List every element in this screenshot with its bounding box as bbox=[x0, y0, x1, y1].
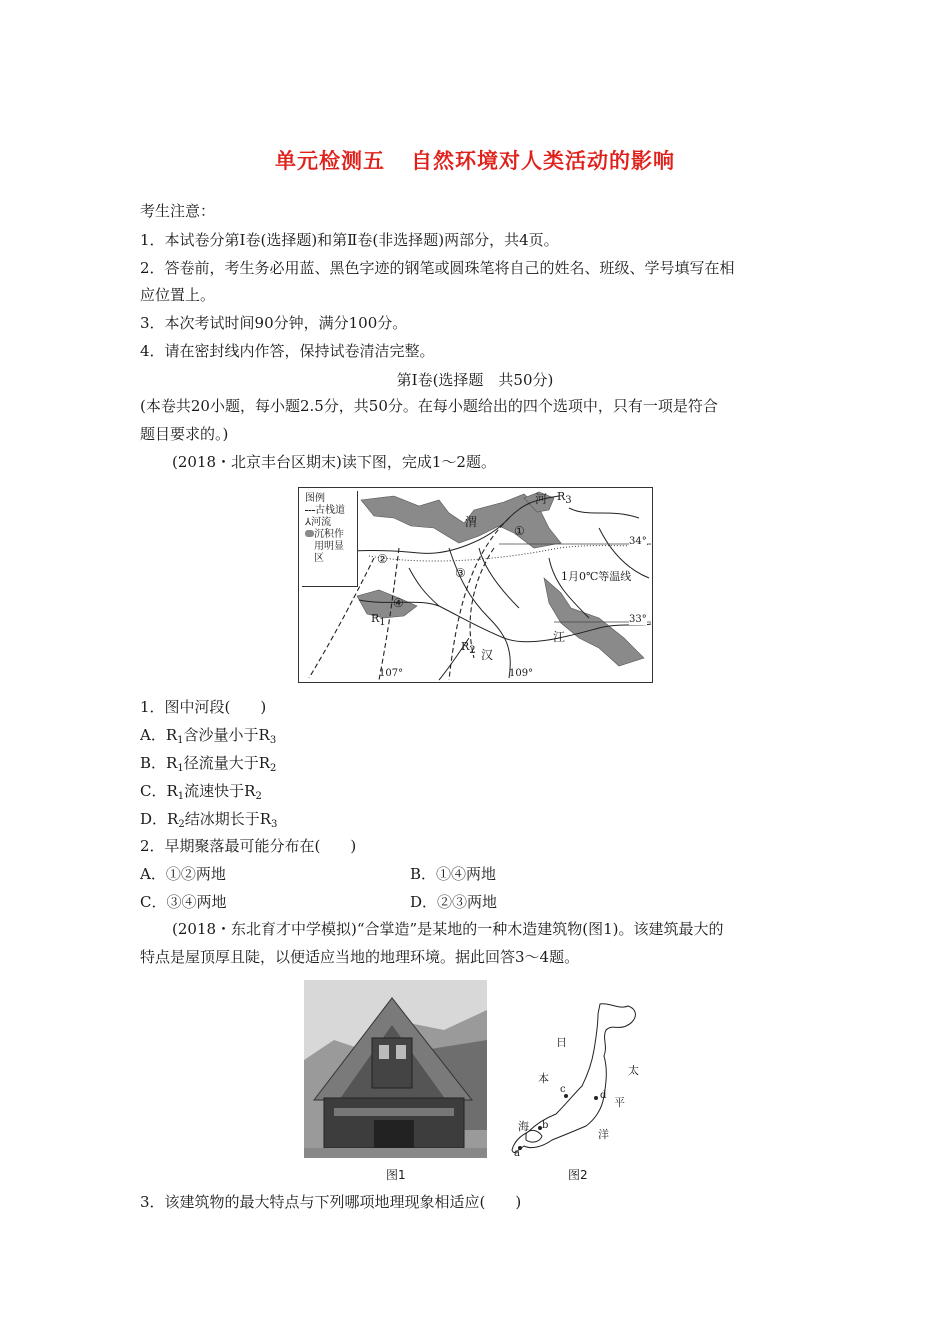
sea-label: 日 bbox=[556, 1036, 567, 1049]
marker-1: ① bbox=[514, 524, 525, 538]
label-isotherm: 1月0℃等温线 bbox=[561, 570, 632, 583]
sea-label: 海 bbox=[518, 1120, 529, 1133]
marker-2: ② bbox=[377, 552, 388, 566]
notice-item: 1．本试卷分第Ⅰ卷(选择题)和第Ⅱ卷(非选择题)两部分，共4页。 bbox=[140, 231, 559, 249]
title-part1: 单元检测五 bbox=[275, 149, 385, 173]
notice-item: 应位置上。 bbox=[140, 286, 216, 304]
label-r1 bbox=[371, 612, 386, 628]
question-stem: 2．早期聚落最可能分布在( ) bbox=[140, 837, 357, 855]
page-title bbox=[0, 145, 950, 175]
label-lat34: 34° bbox=[629, 536, 647, 547]
sea-label: 太 bbox=[628, 1064, 639, 1077]
label-r2 bbox=[461, 640, 476, 656]
map-figure bbox=[298, 487, 653, 683]
option-b: B．①④两地 bbox=[410, 865, 497, 883]
option-text: C．R bbox=[140, 782, 178, 800]
figure-caption: 图2 bbox=[568, 1168, 588, 1182]
legend-label: 河流 bbox=[311, 517, 332, 528]
legend-river bbox=[305, 517, 354, 529]
question-intro: 特点是屋顶厚且陡，以便适应当地的地理环境。据此回答3～4题。 bbox=[140, 948, 580, 966]
japan-map bbox=[508, 1000, 648, 1160]
option-text: 径流量大于R bbox=[183, 754, 270, 772]
point-label: b bbox=[542, 1120, 549, 1131]
label-he: 河 bbox=[535, 492, 548, 506]
point-label: c bbox=[560, 1084, 566, 1095]
label-han: 汉 bbox=[481, 648, 494, 662]
point-label: a bbox=[514, 1148, 520, 1159]
question-stem: 3．该建筑物的最大特点与下列哪项地理现象相适应( ) bbox=[140, 1193, 522, 1211]
marker-4: ④ bbox=[393, 596, 404, 610]
section-title: 第Ⅰ卷(选择题 共50分) bbox=[396, 371, 554, 389]
river-name: R bbox=[371, 612, 380, 625]
legend-label: 沉积作 bbox=[314, 529, 344, 540]
option-d bbox=[140, 809, 277, 835]
legend-label: 古栈道 bbox=[315, 505, 345, 516]
option-text: 流速快于R bbox=[184, 782, 256, 800]
river-name: R bbox=[557, 490, 566, 503]
road-swatch-icon bbox=[305, 510, 315, 511]
river-sub: 1 bbox=[379, 617, 386, 628]
marker-3: ③ bbox=[455, 566, 466, 580]
label-jiang: 江 bbox=[553, 630, 566, 644]
map-legend bbox=[302, 491, 358, 587]
subscript: 3 bbox=[269, 735, 277, 746]
option-d: D．②③两地 bbox=[410, 893, 498, 911]
subscript: 1 bbox=[177, 791, 185, 802]
sea-label: 平 bbox=[614, 1096, 625, 1109]
section-desc: (本卷共20小题，每小题2.5分，共50分。在每小题给出的四个选项中，只有一项是符合 bbox=[140, 397, 718, 415]
section-desc: 题目要求的。) bbox=[140, 425, 229, 443]
notice-heading: 考生注意： bbox=[140, 202, 216, 220]
legend-sediment bbox=[305, 529, 354, 541]
label-wei: 渭 bbox=[465, 515, 478, 529]
subscript: 1 bbox=[177, 735, 184, 746]
legend-label: 区 bbox=[314, 553, 324, 564]
option-text: 含沙量小于R bbox=[183, 726, 270, 744]
subscript: 2 bbox=[178, 819, 185, 830]
label-lon107: 107° bbox=[379, 668, 404, 679]
figure-caption: 图1 bbox=[386, 1168, 406, 1182]
legend-title: 图例 bbox=[305, 493, 325, 504]
sea-label: 本 bbox=[538, 1072, 549, 1085]
notice-item: 4．请在密封线内作答，保持试卷清洁完整。 bbox=[140, 342, 435, 360]
house-photo bbox=[304, 980, 487, 1158]
river-sub: 3 bbox=[565, 495, 572, 506]
option-text: D．R bbox=[140, 810, 179, 828]
option-b bbox=[140, 753, 276, 779]
option-a: A．①②两地 bbox=[140, 865, 226, 883]
question-stem: 1．图中河段( ) bbox=[140, 698, 267, 716]
subscript: 1 bbox=[177, 763, 184, 774]
option-c: C．③④两地 bbox=[140, 893, 227, 911]
sea-label: 洋 bbox=[598, 1128, 609, 1141]
title-part2: 自然环境对人类活动的影响 bbox=[411, 149, 675, 173]
question-intro: (2018・北京丰台区期末)读下图，完成1～2题。 bbox=[172, 453, 496, 471]
sediment-swatch-icon bbox=[305, 530, 314, 537]
label-lon109: 109° bbox=[509, 668, 534, 679]
river-sub: 2 bbox=[469, 645, 476, 656]
river-swatch-icon: ⅄ bbox=[305, 517, 312, 528]
option-text: B．R bbox=[140, 754, 178, 772]
subscript: 2 bbox=[255, 791, 262, 802]
option-text: 结冰期长于R bbox=[184, 810, 271, 828]
notice-item: 2．答卷前，考生务必用蓝、黑色字迹的钢笔或圆珠笔将自己的姓名、班级、学号填写在相 bbox=[140, 259, 735, 277]
point-label: d bbox=[600, 1090, 607, 1101]
legend-road bbox=[305, 505, 354, 517]
subscript: 3 bbox=[271, 819, 278, 830]
notice-item: 3．本次考试时间90分钟，满分100分。 bbox=[140, 314, 408, 332]
label-r3 bbox=[557, 490, 572, 506]
subscript: 2 bbox=[270, 763, 277, 774]
legend-label: 用明显 bbox=[314, 541, 344, 552]
river-name: R bbox=[461, 640, 470, 653]
option-text: A．R bbox=[140, 726, 178, 744]
option-a bbox=[140, 725, 276, 751]
option-c bbox=[140, 781, 262, 807]
label-lat33: 33° bbox=[629, 614, 647, 625]
question-intro: (2018・东北育才中学模拟)“合掌造”是某地的一种木造建筑物(图1)。该建筑最大的 bbox=[172, 920, 724, 938]
point-d-marker bbox=[594, 1096, 598, 1100]
